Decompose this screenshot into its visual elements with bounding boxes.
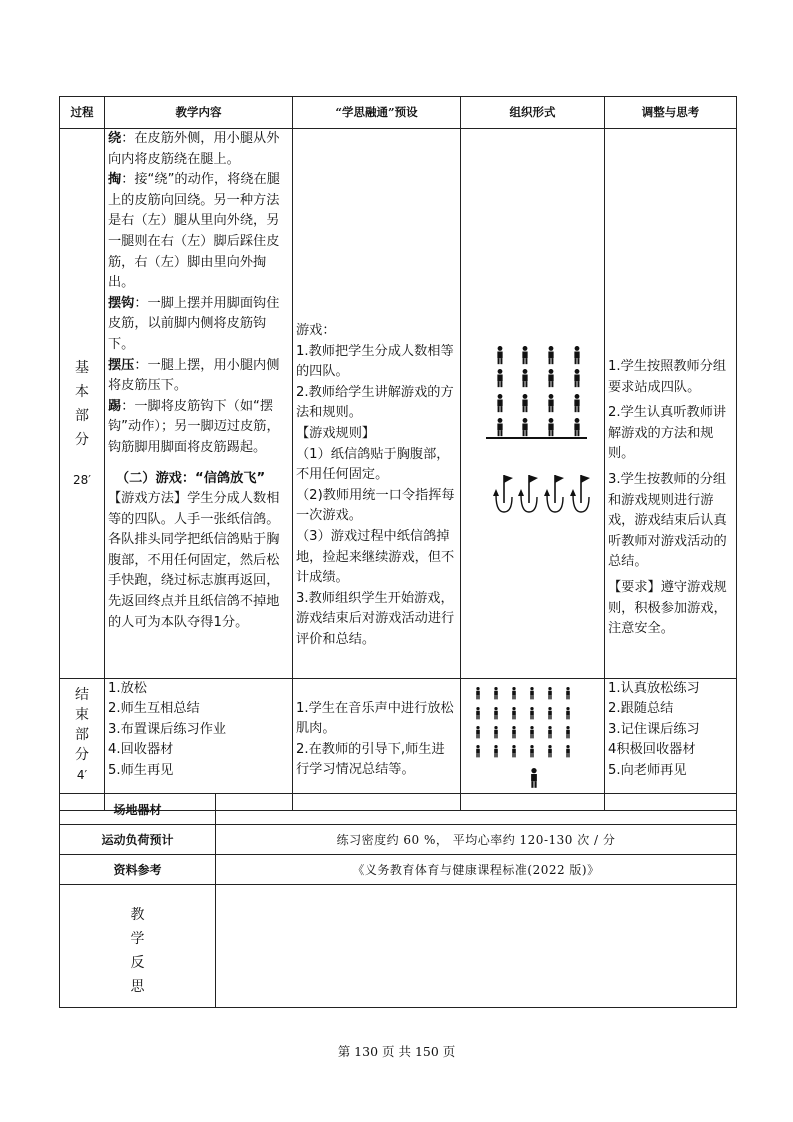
flag-marker	[570, 475, 590, 512]
reflection-line: 3.学生按教师的分组和游戏规则进行游戏，游戏结束后认真听教师对游戏活动的总结。	[608, 471, 727, 570]
student-figure	[497, 346, 502, 364]
header-content: 教学内容	[105, 97, 293, 129]
ending-reflection-line: 3.记住课后练习	[608, 721, 700, 737]
teaching-reflection-row	[60, 885, 737, 1008]
ending-content-cell	[105, 678, 293, 811]
student-figure	[476, 745, 480, 757]
teaching-reflection-label: 教 学 反 思	[60, 885, 216, 1008]
ending-content-line: 5.师生再见	[108, 762, 174, 778]
page-number: 第 130 页 共 150 页	[337, 1044, 456, 1059]
student-figure	[512, 687, 516, 699]
teacher-figure	[531, 768, 537, 788]
basic-char: 本	[75, 384, 89, 400]
basic-section-row	[60, 129, 737, 679]
basic-organization-cell	[461, 129, 605, 679]
student-figure	[566, 745, 570, 757]
student-figure	[566, 726, 570, 738]
basic-char: 部	[75, 408, 89, 424]
ending-reflection-cell	[605, 678, 737, 811]
preset-line: （2)教师用统一口令指挥每一次游戏。	[296, 487, 455, 524]
header-process: 过程	[60, 97, 105, 129]
ending-formation-diagram	[461, 679, 605, 803]
ending-char: 结	[75, 686, 89, 703]
flag-marker	[544, 475, 564, 512]
student-figure	[494, 687, 498, 699]
venue-label: 场地器材	[60, 794, 216, 825]
student-figure	[512, 726, 516, 738]
ti-paragraph: 踢：一脚将皮筋钩下（如“摆钩”动作）；另一脚迈过皮筋，钩筋脚用脚面将皮筋踢起。	[108, 398, 280, 455]
student-figure	[512, 745, 516, 757]
basic-char: 分	[75, 432, 89, 448]
student-figure	[548, 726, 552, 738]
ending-organization-cell	[461, 678, 605, 811]
header-organization: 组织形式	[461, 97, 605, 129]
student-figure	[530, 687, 534, 699]
student-figure	[548, 369, 553, 387]
student-figure	[530, 707, 534, 719]
student-figure	[494, 707, 498, 719]
baigou-paragraph: 摆钩：一脚上摆并用脚面钩住皮筋，以前脚内侧将皮筋钩下。	[108, 295, 280, 352]
reference-value: 《义务教育体育与健康课程标准(2022 版)》	[216, 855, 737, 885]
ending-duration: 4′	[76, 767, 88, 782]
student-figure	[530, 745, 534, 757]
reference-label: 资料参考	[60, 855, 216, 885]
ending-content-line: 3.布置课后练习作业	[108, 721, 227, 737]
ending-reflection-line: 4积极回收器材	[608, 742, 696, 758]
load-label: 运动负荷预计	[60, 825, 216, 855]
basic-section-label	[60, 129, 105, 679]
student-figure	[494, 745, 498, 757]
student-figure	[548, 745, 552, 757]
rao-paragraph: 绕：在皮筋外侧，用小腿从外向内将皮筋绕在腿上。	[108, 131, 280, 167]
ending-content-line: 4.回收器材	[108, 742, 174, 758]
ending-reflection-line: 5.向老师再见	[608, 762, 687, 778]
flag-marker	[493, 475, 513, 512]
student-figure	[548, 394, 553, 412]
student-figure	[566, 707, 570, 719]
venue-value	[216, 794, 737, 825]
load-row	[60, 825, 737, 855]
basic-content-cell	[105, 129, 293, 679]
four-team-formation-diagram	[461, 129, 605, 670]
student-figure	[522, 369, 527, 387]
student-figure	[548, 687, 552, 699]
ending-preset-cell	[293, 678, 461, 811]
ending-preset-line: 1.学生在音乐声中进行放松肌肉。	[296, 700, 454, 737]
preset-line: （3）游戏过程中纸信鸽掉地，捡起来继续游戏，但不计成绩。	[296, 528, 455, 586]
student-figure	[548, 418, 553, 436]
ending-section-row	[60, 678, 737, 811]
student-figure	[476, 707, 480, 719]
student-figure	[574, 418, 579, 436]
ending-char: 分	[75, 746, 89, 763]
preset-line: 2.教师给学生讲解游戏的方法和规则。	[296, 384, 454, 421]
student-figure	[574, 346, 579, 364]
game-method: 【游戏方法】学生分成人数相等的四队。人手一张纸信鸽。各队排头同学把纸信鸽贴于胸腹部，不用任何固定，然后松手快跑，绕过标志旗再返回，先返回终点并且纸信鸽不掉地的人可为本队夺得1分。	[108, 491, 280, 630]
reference-row	[60, 855, 737, 885]
ending-content-line: 1.放松	[108, 680, 147, 696]
student-figure	[522, 418, 527, 436]
ending-char: 部	[75, 726, 89, 743]
game-title: （二）游戏：“信鸽放飞”	[115, 470, 266, 486]
student-figure	[566, 687, 570, 699]
basic-char: 基	[75, 360, 89, 376]
basic-duration: 28′	[73, 473, 91, 487]
student-figure	[497, 394, 502, 412]
ending-content-line: 2.师生互相总结	[108, 701, 200, 717]
student-figure	[494, 726, 498, 738]
reflection-line: 2.学生认真听教师讲解游戏的方法和规则。	[608, 405, 727, 462]
ending-section-label	[60, 678, 105, 811]
ending-reflection-line: 1.认真放松练习	[608, 680, 700, 696]
student-figure	[574, 394, 579, 412]
venue-row	[60, 794, 737, 825]
header-adjustment: 调整与思考	[605, 97, 737, 129]
student-figure	[548, 346, 553, 364]
student-figure	[497, 418, 502, 436]
preset-line: 游戏：	[296, 323, 336, 338]
preset-line: 【游戏规则】	[296, 425, 376, 441]
ending-preset-line: 2.在教师的引导下,师生进行学习情况总结等。	[296, 741, 445, 778]
reflection-line: 1.学生按照教师分组要求站成四队。	[608, 359, 727, 395]
preset-line: 3.教师组织学生开始游戏，游戏结束后对游戏活动进行评价和总结。	[296, 590, 455, 647]
reflection-line: 【要求】遵守游戏规则，积极参加游戏，注意安全。	[608, 579, 727, 637]
table-header-row	[60, 97, 737, 129]
baiya-paragraph: 摆压：一腿上摆，用小腿内侧将皮筋压下。	[108, 357, 280, 394]
basic-reflection-cell	[605, 129, 737, 679]
ending-reflection-line: 2.跟随总结	[608, 701, 674, 717]
flag-marker	[518, 475, 538, 512]
teaching-reflection-value	[216, 885, 737, 1008]
header-preset: “学思融通”预设	[293, 97, 461, 129]
student-figure	[530, 726, 534, 738]
basic-preset-cell	[293, 129, 461, 679]
student-figure	[522, 394, 527, 412]
student-figure	[476, 687, 480, 699]
tao-paragraph: 掏：接“绕”的动作，将绕在腿上的皮筋向回绕。另一种方法是右（左）腿从里向外绕，另一腿则在右（左）脚后踩住皮筋，右（左）脚由里向外掏出。	[108, 172, 280, 291]
preset-line: （1）纸信鸽贴于胸腹部，不用任何固定。	[296, 446, 450, 483]
load-value: 练习密度约 60 %， 平均心率约 120-130 次 / 分	[216, 825, 737, 855]
student-figure	[497, 369, 502, 387]
lesson-summary-table	[59, 793, 737, 1008]
preset-line: 1.教师把学生分成人数相等的四队。	[296, 343, 454, 380]
student-figure	[574, 369, 579, 387]
student-figure	[548, 707, 552, 719]
ending-char: 束	[75, 706, 89, 723]
lesson-plan-table	[59, 96, 737, 811]
student-figure	[522, 346, 527, 364]
student-figure	[512, 707, 516, 719]
student-figure	[476, 726, 480, 738]
